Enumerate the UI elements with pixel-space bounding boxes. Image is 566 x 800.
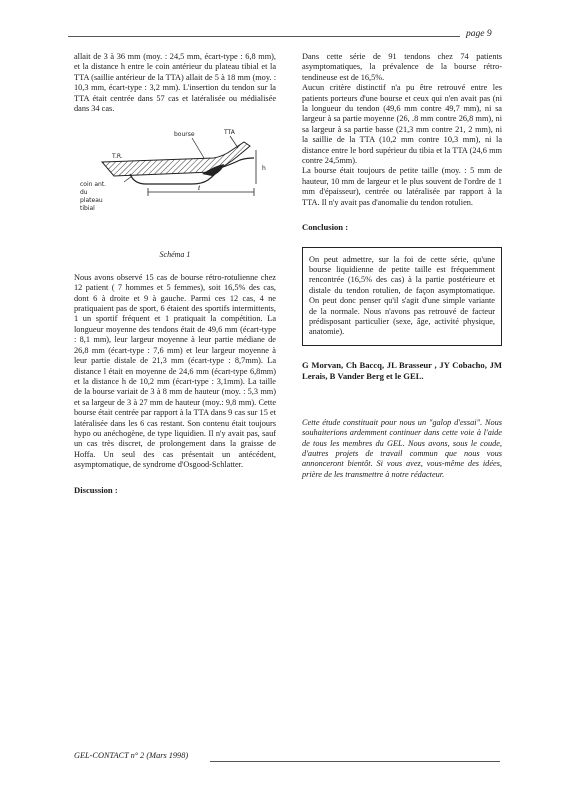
right-paragraph-3: La bourse était toujours de petite taille (moy. : 5 mm de hauteur, 10 mm de largeur et le plus souvent de l'ordre de 1 mm d'épaisseur), centrée ou latéralisée par rapport à la TTA. Il n'y avait pas d'anomalie du tendon rotulien. [302,166,502,207]
page-number: page 9 [466,29,492,39]
schema-figure [74,124,276,246]
label-tendon: T.R. [112,153,123,161]
label-tta: TTA [224,129,235,137]
label-corner-0: coin ant. [80,181,107,189]
left-paragraph-2: Nous avons observé 15 cas de bourse rétro-rotulienne chez 12 patient ( 7 hommes et 5 femmes), soit 16,5% des cas, dont 6 à droite et 9 à gauche. Parmi ces 12 cas, 4 ne pratiquaient pas de sport, 6 étaient des sportifs intermittents, 1 un sportif fréquent et 1 pratiquait la compétition. La longueur moyenne des tendons était de 49,6 mm (écart-type : 8,1 mm), leur largeur moyenne à leur partie médiane de 26,8 mm (écart-type : 7,6 mm) et leur largeur moyenne à leur partie distale de 21,3 mm (écart-type : 8,7mm). La distance l était en moyenne de 24,6 mm (écart-type 6,8mm) et la distance h de 10,2 mm (écart-type : 3,1mm). La taille de la bourse variait de 3 à 8 mm de hauteur (moy. : 5,3 mm) et sa largeur de 3 à 27 mm de hauteur (moy.: 9,8 mm). Cette bourse était centrée par rapport à la TTA dans 9 cas sur 15 et latéralisée dans les 6 cas restant. Son contenu était toujours hypo ou anéchogène, de type liquidien. Il n'y avait pas, sauf un cas très discret, de prolongement dans la graisse de Hoffa. Un seul des cas présentait un antécédent, asymptomatique, de syndrome d'Osgood-Schlatter. [74,272,276,470]
left-paragraph-1: allait de 3 à 36 mm (moy. : 24,5 mm, écart-type : 6,8 mm), et la distance h entre le coin antérieur du plateau tibial et la TTA (saillie antérieur de la TTA) allait de 5 à 18 mm (moy. : 10,3 mm, écart-type : 3,2 mm). L'insertion du tendon sur la TTA était centrée dans 57 cas et latéralisée ou médialisée dans 34 cas. [74,52,276,114]
label-l: ℓ [198,185,201,193]
right-column [302,52,502,480]
conclusion-heading: Conclusion : [302,222,349,233]
figure-caption: Schéma 1 [159,250,191,260]
label-corner-2: plateau [80,197,103,205]
label-corner-3: tibial [80,205,95,213]
footer-text: GEL-CONTACT n° 2 (Mars 1998) [74,751,189,760]
left-column [74,52,276,509]
closing-note: Cette étude constituait pour nous un "galop d'essai". Nous souhaiterions ardemment continuer dans cette voie à l'aide de tous les membres du GEL. Nous avons, sous le coude, d'autres projets de travail commun que nous vous annonceront bientôt. Si vous avez, vous-même des idées, prière de les transmettre à notre rédacteur. [302,417,502,479]
label-corner-1: du [80,189,88,197]
footer-rule [210,761,500,762]
label-h: h [262,165,266,173]
right-paragraph-1: Dans cette série de 91 tendons chez 74 patients asymptomatiques, la prévalence de la bourse rétro-tendineuse est de 16,5%. [302,52,502,82]
conclusion-box: On peut admettre, sur la foi de cette série, qu'une bourse liquidienne de petite taille est fréquemment rencontrée (16,5% des cas) à la partie postérieure et distale du tendon rotulien, de façon asymptomatique. On peut donc penser qu'il s'agit d'une simple variante de la normale. Nous n'avons pas retrouvé de facteur prédisposant particulier (sexe, âge, activité physique, anatomie). [302,247,502,346]
header-rule [68,36,460,37]
label-bourse: bourse [174,131,195,139]
right-paragraph-2: Aucun critère distinctif n'a pu être retrouvé entre les patients porteurs d'une bourse et ceux qui n'en avait pas (ni la longueur du tendon (49,6 mm contre 49,7 mm), ni sa largeur à sa partie moyenne (26, .8 mm contre 26,8 mm), ni sa largeur à sa partie basse (21,3 mm contre 21, 2 mm), ni la saillie de la TTA (10,2 mm contre 10,3 mm), ni la distance entre le bord supérieur du tibia et la TTA (24,6 mm contre 24,5mm). [302,83,502,166]
discussion-heading: Discussion : [74,484,118,495]
authors: G Morvan, Ch Baccq, JL Brasseur , JY Cobacho, JM Lerais, B Vander Berg et le GEL. [302,359,502,381]
